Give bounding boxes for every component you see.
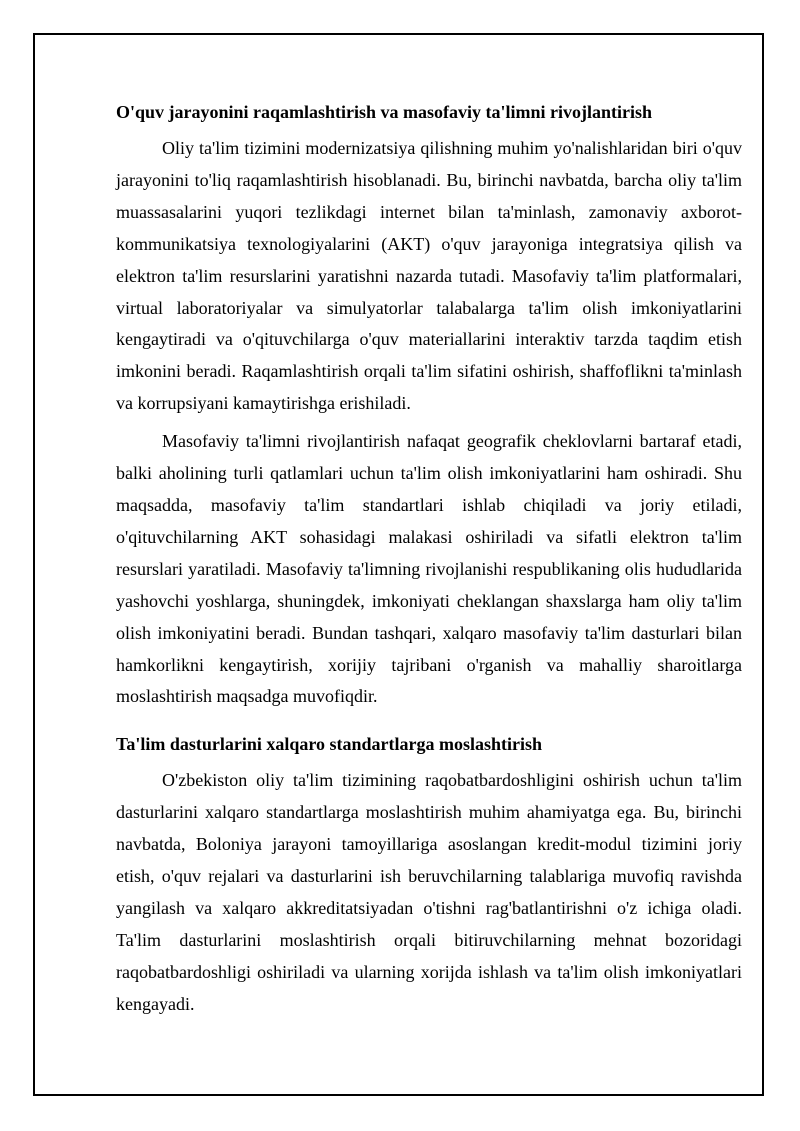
document-body bbox=[116, 97, 742, 1021]
paragraph-distance-learning: Masofaviy ta'limni rivojlantirish nafaqat geografik cheklovlarni bartaraf etadi, balki aholining turli qatlamlari uchun ta'lim olish imkoniyatlarini ham oshiradi. Shu maqsadda, masofaviy ta'lim standartlari ishlab chiqiladi va joriy etiladi, o'qituvchilarning AKT sohasidagi malakasi oshiriladi va sifatli elektron ta'lim resurslari yaratiladi. Masofaviy ta'limning rivojlanishi respublikaning olis hududlarida yashovchi yoshlarga, shuningdek, imkoniyati cheklangan shaxslarga ham oliy ta'lim olish imkoniyatini beradi. Bundan tashqari, xalqaro masofaviy ta'lim dasturlari bilan hamkorlikni kengaytirish, xorijiy tajribani o'rganish va mahalliy sharoitlarga moslashtirish maqsadga muvofiqdir. bbox=[116, 431, 742, 707]
paragraph-digitalization: Oliy ta'lim tizimini modernizatsiya qilishning muhim yo'nalishlaridan biri o'quv jarayonini to'liq raqamlashtirish hisoblanadi. Bu, birinchi navbatda, barcha oliy ta'lim muassasalarini yuqori tezlikdagi internet bilan ta'minlash, zamonaviy axborot-kommunikatsiya texnologiyalarini (AKT) o'quv jarayoniga integratsiya qilish va elektron ta'lim resurslarini yaratishni nazarda tutadi. Masofaviy ta'lim platformalari, virtual laboratoriyalar va simulyatorlar talabalarga ta'lim olish imkoniyatlarini kengaytiradi va o'qituvchilarga o'quv materiallarini interaktiv tarzda taqdim etish imkonini beradi. Raqamlashtirish orqali ta'lim sifatini oshirish, shaffoflikni ta'minlash va korrupsiyani kamaytirishga erishiladi. bbox=[116, 138, 742, 414]
section-heading-digitalization: O'quv jarayonini raqamlashtirish va masofaviy ta'limni rivojlantirish bbox=[116, 102, 653, 122]
section-heading-international-standards: Ta'lim dasturlarini xalqaro standartlarga moslashtirish bbox=[116, 734, 543, 755]
paragraph-international-standards: O'zbekiston oliy ta'lim tizimining raqobatbardoshligini oshirish uchun ta'lim dasturlarini xalqaro standartlarga moslashtirish muhim ahamiyatga ega. Bu, birinchi navbatda, Boloniya jarayoni tamoyillariga asoslangan kredit-modul tizimini joriy etish, o'quv rejalari va dasturlarini ish beruvchilarning talablariga muvofiq ravishda yangilash va xalqaro akkreditatsiyadan o'tishni rag'batlantirishni o'z ichiga oladi. Ta'lim dasturlarini moslashtirish orqali bitiruvchilarning mehnat bozoridagi raqobatbardoshligi oshiriladi va ularning xorijda ishlash va ta'lim olish imkoniyatlari kengayadi. bbox=[116, 770, 742, 1014]
